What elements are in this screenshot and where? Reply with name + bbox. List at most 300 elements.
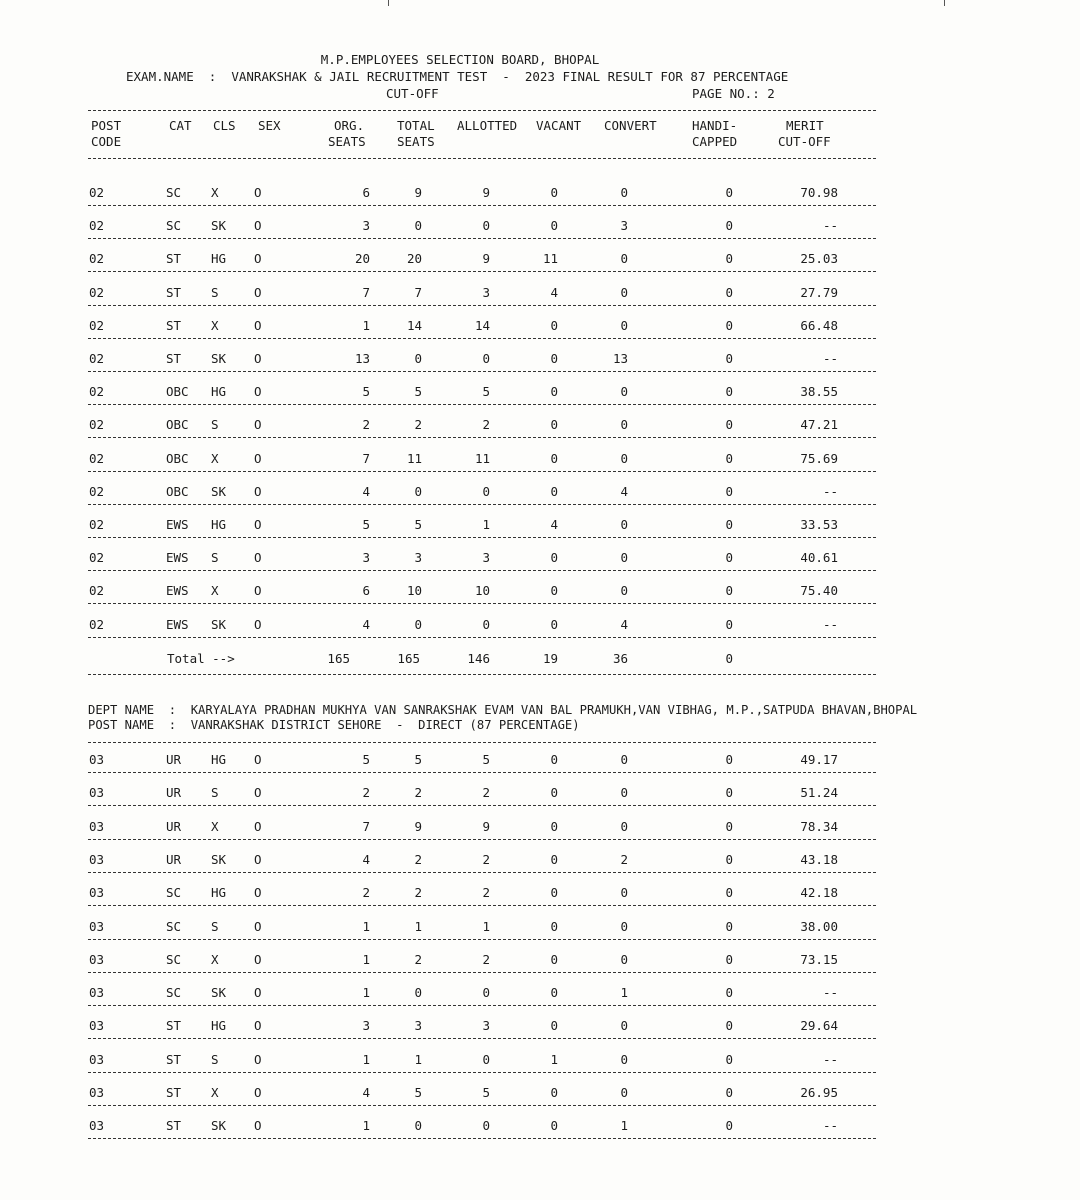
col-convert: CONVERT (604, 118, 657, 133)
cell-convert: 0 (620, 785, 628, 801)
cell-total: 3 (414, 1018, 422, 1034)
cell-handi: 0 (725, 951, 733, 967)
cell-org: 1 (362, 951, 370, 967)
row-rule (88, 772, 876, 773)
cell-allotted: 0 (482, 218, 490, 234)
cell-cls: S (211, 284, 219, 300)
row-rule (88, 939, 876, 940)
cell-allotted: 10 (474, 583, 490, 599)
cell-total: 14 (406, 317, 422, 333)
cell-sex: O (254, 251, 262, 267)
cell-vacant: 0 (550, 185, 558, 200)
total-total-seats: 165 (397, 651, 420, 666)
cell-vacant: 0 (550, 384, 558, 400)
cell-sex: O (254, 851, 262, 867)
cell-total: 5 (414, 752, 422, 767)
col-merit-2: CUT-OFF (778, 134, 831, 149)
cell-total: 2 (414, 885, 422, 901)
cell-cat: SC (166, 918, 182, 934)
cell-allotted: 14 (474, 317, 490, 333)
cell-org: 2 (362, 417, 370, 433)
cell-post: 02 (89, 550, 105, 566)
cell-cat: SC (166, 185, 182, 200)
cell-sex: O (254, 417, 262, 433)
header-rule (88, 110, 876, 111)
cell-cls: X (211, 951, 219, 967)
cell-merit: 75.40 (800, 583, 838, 599)
cell-vacant: 0 (550, 583, 558, 599)
cell-merit: 42.18 (800, 885, 838, 901)
cell-sex: O (254, 1085, 262, 1100)
cell-merit: -- (822, 1051, 838, 1067)
cell-post: 02 (89, 351, 105, 366)
cell-cls: X (211, 583, 219, 599)
cell-handi: 0 (725, 985, 733, 1001)
row-rule (88, 305, 876, 306)
cell-convert: 3 (620, 218, 628, 234)
cell-cls: HG (211, 1018, 227, 1034)
cell-cat: EWS (166, 517, 189, 532)
cell-cls: SK (211, 851, 227, 867)
cell-post: 02 (89, 417, 105, 433)
cell-handi: 0 (725, 1018, 733, 1034)
cell-cat: ST (166, 284, 182, 300)
cell-cls: HG (211, 384, 227, 400)
cell-handi: 0 (725, 218, 733, 234)
cell-cls: HG (211, 517, 227, 532)
total-convert: 36 (612, 651, 628, 666)
cell-org: 3 (362, 218, 370, 234)
cell-total: 5 (414, 517, 422, 532)
cell-convert: 0 (620, 752, 628, 767)
row-rule (88, 1105, 876, 1106)
row-rule (88, 1038, 876, 1039)
col-vacant: VACANT (536, 118, 582, 133)
cell-cls: SK (211, 1118, 227, 1134)
cell-total: 5 (414, 384, 422, 400)
cell-org: 2 (362, 785, 370, 801)
cell-org: 1 (362, 1051, 370, 1067)
cell-handi: 0 (725, 752, 733, 767)
row-rule (88, 205, 876, 206)
cell-org: 5 (362, 752, 370, 767)
cell-convert: 1 (620, 1118, 628, 1134)
row-rule (88, 1005, 876, 1006)
row-rule (88, 537, 876, 538)
cell-handi: 0 (725, 616, 733, 632)
col-cls: CLS (213, 118, 236, 133)
cell-sex: O (254, 317, 262, 333)
cell-allotted: 5 (482, 384, 490, 400)
cell-org: 6 (362, 185, 370, 200)
cell-convert: 0 (620, 417, 628, 433)
cell-sex: O (254, 450, 262, 466)
scan-mark (388, 0, 389, 6)
cell-allotted: 1 (482, 918, 490, 934)
cell-cls: HG (211, 885, 227, 901)
cell-cls: X (211, 818, 219, 834)
cell-allotted: 3 (482, 284, 490, 300)
cell-merit: 51.24 (800, 785, 838, 801)
cell-post: 02 (89, 450, 105, 466)
cell-merit: 75.69 (800, 450, 838, 466)
cell-post: 03 (89, 752, 105, 767)
cell-allotted: 11 (474, 450, 490, 466)
cell-convert: 0 (620, 918, 628, 934)
cell-sex: O (254, 218, 262, 234)
cell-allotted: 3 (482, 1018, 490, 1034)
cell-org: 1 (362, 985, 370, 1001)
cell-convert: 1 (620, 985, 628, 1001)
cell-merit: 49.17 (800, 752, 838, 767)
cell-merit: 73.15 (800, 951, 838, 967)
cell-org: 1 (362, 317, 370, 333)
cell-handi: 0 (725, 517, 733, 532)
cell-cls: HG (211, 752, 227, 767)
column-header-rule (88, 158, 876, 159)
cell-convert: 4 (620, 483, 628, 499)
cell-total: 20 (406, 251, 422, 267)
cell-cat: ST (166, 351, 182, 366)
cell-post: 03 (89, 851, 105, 867)
cell-allotted: 3 (482, 550, 490, 566)
cell-cls: HG (211, 251, 227, 267)
cell-cat: SC (166, 985, 182, 1001)
cell-convert: 0 (620, 1085, 628, 1100)
cell-sex: O (254, 885, 262, 901)
cell-sex: O (254, 550, 262, 566)
cell-handi: 0 (725, 785, 733, 801)
total-label: Total --> (167, 651, 235, 666)
col-post-code-1: POST (91, 118, 122, 133)
cell-handi: 0 (725, 550, 733, 566)
cell-merit: -- (822, 616, 838, 632)
cell-convert: 0 (620, 517, 628, 532)
cell-total: 0 (414, 218, 422, 234)
cell-convert: 0 (620, 818, 628, 834)
col-post-code-2: CODE (91, 134, 122, 149)
total-allotted: 146 (467, 651, 490, 666)
cell-handi: 0 (725, 284, 733, 300)
cell-cat: EWS (166, 616, 189, 632)
cell-vacant: 0 (550, 1018, 558, 1034)
cell-handi: 0 (725, 450, 733, 466)
cell-allotted: 2 (482, 851, 490, 867)
cell-convert: 0 (620, 951, 628, 967)
cell-post: 02 (89, 483, 105, 499)
cell-convert: 0 (620, 284, 628, 300)
cell-merit: -- (822, 218, 838, 234)
cell-allotted: 2 (482, 885, 490, 901)
cell-cat: ST (166, 251, 182, 267)
cell-sex: O (254, 351, 262, 366)
cell-org: 5 (362, 384, 370, 400)
cell-post: 03 (89, 1085, 105, 1100)
cell-vacant: 0 (550, 785, 558, 801)
cell-allotted: 2 (482, 785, 490, 801)
cell-merit: 43.18 (800, 851, 838, 867)
cell-vacant: 1 (550, 1051, 558, 1067)
col-handi-1: HANDI- (692, 118, 738, 133)
cell-sex: O (254, 785, 262, 801)
cell-sex: O (254, 483, 262, 499)
cell-allotted: 1 (482, 517, 490, 532)
cell-total: 3 (414, 550, 422, 566)
cell-allotted: 5 (482, 752, 490, 767)
cell-allotted: 0 (482, 1051, 490, 1067)
cell-merit: 25.03 (800, 251, 838, 267)
cell-convert: 0 (620, 550, 628, 566)
cell-cls: X (211, 1085, 219, 1100)
total-vacant: 19 (542, 651, 558, 666)
cell-total: 0 (414, 351, 422, 366)
cell-vacant: 0 (550, 317, 558, 333)
cell-vacant: 0 (550, 483, 558, 499)
cell-cls: S (211, 550, 219, 566)
cell-org: 4 (362, 851, 370, 867)
row-rule (88, 972, 876, 973)
total-rule (88, 674, 876, 675)
cell-total: 0 (414, 483, 422, 499)
cell-vacant: 0 (550, 851, 558, 867)
cell-vacant: 0 (550, 550, 558, 566)
cell-org: 6 (362, 583, 370, 599)
cell-merit: 47.21 (800, 417, 838, 433)
cell-cat: ST (166, 1118, 182, 1134)
cell-handi: 0 (725, 885, 733, 901)
cell-post: 02 (89, 284, 105, 300)
cell-post: 02 (89, 583, 105, 599)
cell-post: 02 (89, 317, 105, 333)
cell-total: 0 (414, 985, 422, 1001)
row-rule (88, 471, 876, 472)
cell-cls: S (211, 417, 219, 433)
cell-sex: O (254, 1118, 262, 1134)
cell-post: 03 (89, 918, 105, 934)
col-org-1: ORG. (334, 118, 365, 133)
cell-post: 02 (89, 616, 105, 632)
cell-cls: S (211, 918, 219, 934)
cell-cat: UR (166, 752, 182, 767)
total-org-seats: 165 (327, 651, 350, 666)
cell-vacant: 0 (550, 616, 558, 632)
cell-allotted: 0 (482, 616, 490, 632)
cell-org: 7 (362, 450, 370, 466)
total-handicapped: 0 (725, 651, 733, 666)
cell-total: 10 (406, 583, 422, 599)
cell-vacant: 4 (550, 284, 558, 300)
cell-org: 4 (362, 616, 370, 632)
col-total-2: SEATS (397, 134, 435, 149)
cell-post: 02 (89, 185, 105, 200)
cell-org: 7 (362, 818, 370, 834)
cell-handi: 0 (725, 351, 733, 366)
cell-merit: -- (822, 351, 838, 366)
col-org-2: SEATS (328, 134, 366, 149)
cell-allotted: 2 (482, 951, 490, 967)
cell-convert: 4 (620, 616, 628, 632)
cell-merit: 38.00 (800, 918, 838, 934)
cell-total: 1 (414, 1051, 422, 1067)
cell-merit: 38.55 (800, 384, 838, 400)
cell-total: 9 (414, 818, 422, 834)
cell-sex: O (254, 1018, 262, 1034)
cell-handi: 0 (725, 818, 733, 834)
cell-post: 03 (89, 885, 105, 901)
col-allotted: ALLOTTED (457, 118, 518, 133)
row-rule (88, 238, 876, 239)
cell-handi: 0 (725, 251, 733, 267)
cell-cat: EWS (166, 550, 189, 566)
cell-total: 0 (414, 1118, 422, 1134)
cell-org: 4 (362, 483, 370, 499)
cell-vacant: 11 (542, 251, 558, 267)
cell-post: 03 (89, 951, 105, 967)
cell-cat: ST (166, 1051, 182, 1067)
cell-cls: SK (211, 985, 227, 1001)
cell-allotted: 0 (482, 985, 490, 1001)
row-rule (88, 1138, 876, 1139)
col-merit-1: MERIT (786, 118, 824, 133)
cell-merit: -- (822, 985, 838, 1001)
cell-post: 03 (89, 985, 105, 1001)
cell-merit: 70.98 (800, 185, 838, 200)
cell-vacant: 0 (550, 450, 558, 466)
cell-cat: EWS (166, 583, 189, 599)
dept-name: DEPT NAME : KARYALAYA PRADHAN MUKHYA VAN SANRAKSHAK EVAM VAN BAL PRAMUKH,VAN VIBHAG, M.P.,SATPUDA BHAVAN,BHOPAL (88, 703, 918, 717)
row-rule (88, 504, 876, 505)
cell-handi: 0 (725, 185, 733, 200)
col-handi-2: CAPPED (692, 134, 738, 149)
cell-convert: 0 (620, 885, 628, 901)
cell-cat: SC (166, 951, 182, 967)
cell-org: 1 (362, 1118, 370, 1134)
cell-org: 13 (354, 351, 370, 366)
cell-handi: 0 (725, 1085, 733, 1100)
cell-org: 4 (362, 1085, 370, 1100)
cell-handi: 0 (725, 317, 733, 333)
row-rule (88, 404, 876, 405)
cell-vacant: 0 (550, 351, 558, 366)
cell-cls: X (211, 317, 219, 333)
cell-convert: 0 (620, 384, 628, 400)
cell-vacant: 0 (550, 218, 558, 234)
cell-merit: -- (822, 1118, 838, 1134)
cell-handi: 0 (725, 918, 733, 934)
cell-cls: X (211, 450, 219, 466)
cell-sex: O (254, 284, 262, 300)
cell-convert: 0 (620, 185, 628, 200)
cell-handi: 0 (725, 1118, 733, 1134)
cell-cat: OBC (166, 483, 189, 499)
cell-post: 03 (89, 785, 105, 801)
row-rule (88, 637, 876, 638)
cell-sex: O (254, 384, 262, 400)
cell-org: 5 (362, 517, 370, 532)
cell-vacant: 0 (550, 951, 558, 967)
cell-total: 2 (414, 417, 422, 433)
col-cat: CAT (169, 118, 192, 133)
cell-sex: O (254, 185, 262, 200)
cell-cat: ST (166, 317, 182, 333)
cell-cls: S (211, 1051, 219, 1067)
row-rule (88, 570, 876, 571)
row-rule (88, 371, 876, 372)
cell-sex: O (254, 918, 262, 934)
cell-merit: 26.95 (800, 1085, 838, 1100)
cell-allotted: 0 (482, 483, 490, 499)
dept-rule (88, 742, 876, 743)
cell-allotted: 9 (482, 251, 490, 267)
cell-sex: O (254, 583, 262, 599)
cell-sex: O (254, 517, 262, 532)
row-rule (88, 905, 876, 906)
cell-cat: UR (166, 818, 182, 834)
cell-post: 02 (89, 218, 105, 234)
cell-sex: O (254, 985, 262, 1001)
cell-convert: 0 (620, 1018, 628, 1034)
cell-handi: 0 (725, 851, 733, 867)
cell-convert: 0 (620, 251, 628, 267)
cell-handi: 0 (725, 384, 733, 400)
cell-handi: 0 (725, 1051, 733, 1067)
cell-org: 7 (362, 284, 370, 300)
cell-sex: O (254, 951, 262, 967)
col-total-1: TOTAL (397, 118, 435, 133)
cell-total: 11 (406, 450, 422, 466)
cell-cat: OBC (166, 450, 189, 466)
cell-convert: 13 (612, 351, 628, 366)
cell-org: 1 (362, 918, 370, 934)
exam-name: EXAM.NAME : VANRAKSHAK & JAIL RECRUITMENT TEST - 2023 FINAL RESULT FOR 87 PERCENTAGE (126, 69, 789, 84)
cell-cls: SK (211, 351, 227, 366)
cell-post: 03 (89, 1018, 105, 1034)
board-title: M.P.EMPLOYEES SELECTION BOARD, BHOPAL (320, 52, 600, 67)
cell-vacant: 0 (550, 417, 558, 433)
cell-vacant: 0 (550, 885, 558, 901)
cell-handi: 0 (725, 583, 733, 599)
row-rule (88, 603, 876, 604)
cell-vacant: 0 (550, 1118, 558, 1134)
cell-merit: 33.53 (800, 517, 838, 532)
cell-org: 20 (354, 251, 370, 267)
cell-allotted: 0 (482, 351, 490, 366)
cell-sex: O (254, 818, 262, 834)
cell-cat: UR (166, 851, 182, 867)
page-number: PAGE NO.: 2 (692, 86, 775, 101)
cell-vacant: 0 (550, 918, 558, 934)
cell-sex: O (254, 752, 262, 767)
cell-vacant: 4 (550, 517, 558, 532)
cell-org: 3 (362, 1018, 370, 1034)
cell-allotted: 2 (482, 417, 490, 433)
cell-cls: SK (211, 616, 227, 632)
row-rule (88, 872, 876, 873)
cell-org: 3 (362, 550, 370, 566)
cell-handi: 0 (725, 483, 733, 499)
cell-sex: O (254, 1051, 262, 1067)
cell-total: 2 (414, 785, 422, 801)
row-rule (88, 437, 876, 438)
cell-post: 03 (89, 1051, 105, 1067)
post-name: POST NAME : VANRAKSHAK DISTRICT SEHORE - DIRECT (87 PERCENTAGE) (88, 718, 580, 732)
row-rule (88, 271, 876, 272)
cell-allotted: 9 (482, 185, 490, 200)
cell-convert: 0 (620, 317, 628, 333)
cell-vacant: 0 (550, 752, 558, 767)
cell-vacant: 0 (550, 818, 558, 834)
cell-merit: 27.79 (800, 284, 838, 300)
